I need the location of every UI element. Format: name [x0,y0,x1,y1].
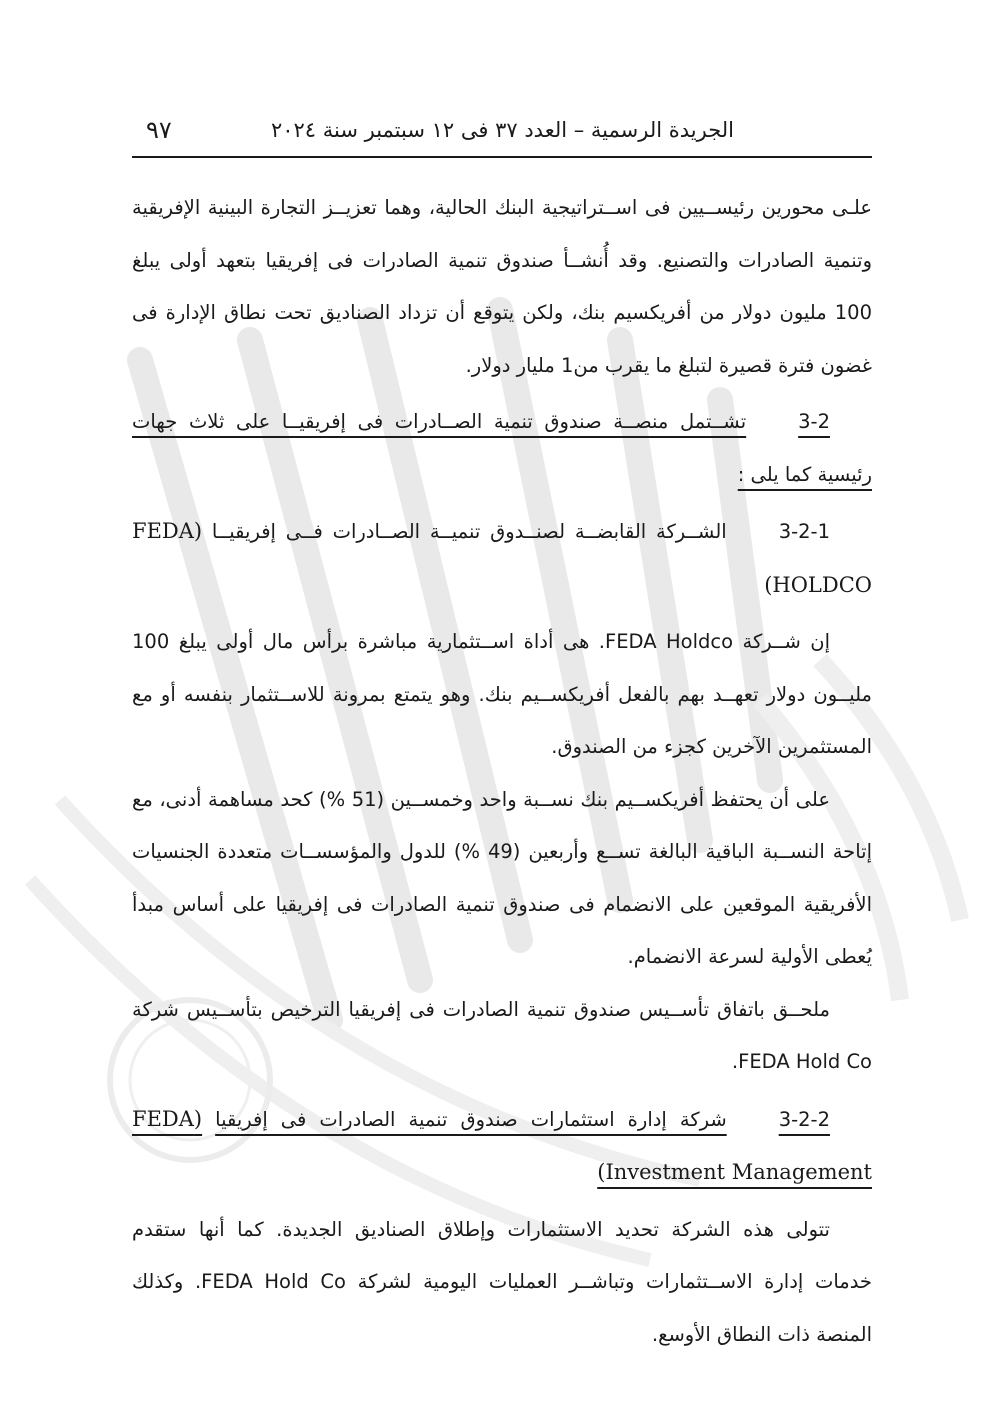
document-body [132,182,872,1361]
section-latin-title: (FEDA HOLDCO) [132,519,872,597]
section-number: 3-2-2 [778,1107,830,1131]
section-title: الشــركة القابضــة لصنــدوق تنميــة الصــادرات فــى إفريقيــا [211,520,727,543]
paragraph-1: علـى محورين رئيســيين فى اســتراتيجية البنك الحالية، وهما تعزيــز التجارة البينية الإفريقية وتنمية الصادرات والتصنيع. وقد أُنشــأ صندوق تنمية الصادرات فى إفريقيا بتعهد أولى يبلغ 100 مليون دولار من أفريكسيم بنك، ولكن يتوقع أن تزداد الصناديق تحت نطاق الإدارة فى غضون فترة قصيرة لتبلغ ما يقرب من1 مليار دولار. [132,196,872,377]
section-3-2-2-heading [132,1093,872,1200]
paragraph-5: تتولى هذه الشركة تحديد الاستثمارات وإطلاق الصناديق الجديدة. كما أنها ستقدم خدمات إدارة الاســتثمارات وتباشــر العمليات اليومية لشركة FEDA Hold Co. وكذلك المنصة ذات النطاق الأوسع. [132,1217,872,1346]
section-3-2-heading [132,396,872,501]
paragraph-2: إن شــركة FEDA Holdco. هى أداة اســتثمارية مباشرة برأس مال أولى يبلغ 100 مليــون دولار تعهــد بهم بالفعل أفريكســيم بنك. وهو يتمتع بمرونة للاســتثمار بنفسه أو مع المستثمرين الآخرين كجزء من الصندوق. [132,630,872,758]
paragraph-4: ملحــق باتفاق تأســيس صندوق تنمية الصادرات فى إفريقيا الترخيص بتأســيس شركة FEDA Hold Co. [132,997,872,1073]
section-3-2-1-heading [132,505,872,612]
section-title: تشــتمل منصــة صندوق تنمية الصــادرات فى إفريقيــا على ثلاث جهات رئيسية كما يلى : [132,410,872,486]
section-number: 3-2 [798,410,830,433]
section-title: شركة إدارة استثمارات صندوق تنمية الصادرات فى إفريقيا [215,1107,727,1131]
page-header [132,112,872,158]
section-number: 3-2-1 [778,520,830,543]
section-latin-title: (FEDA Investment Management) [132,1106,872,1184]
page-number: ٩٧ [146,116,172,144]
paragraph-3: على أن يحتفظ أفريكســيم بنك نســبة واحد وخمســين (51 %) كحد مساهمة أدنى، مع إتاحة النســبة الباقية البالغة تســع وأربعين (49 %) للدول والمؤسســات متعددة الجنسيات الأفريقية الموقعين على الانضمام فى صندوق تنمية الصادرات فى إفريقيا على أساس مبدأ يُعطى الأولية لسرعة الانضمام. [132,787,872,968]
gazette-title: الجريدة الرسمية – العدد ٣٧ فى ١٢ سبتمبر سنة ٢٠٢٤ [270,118,734,142]
